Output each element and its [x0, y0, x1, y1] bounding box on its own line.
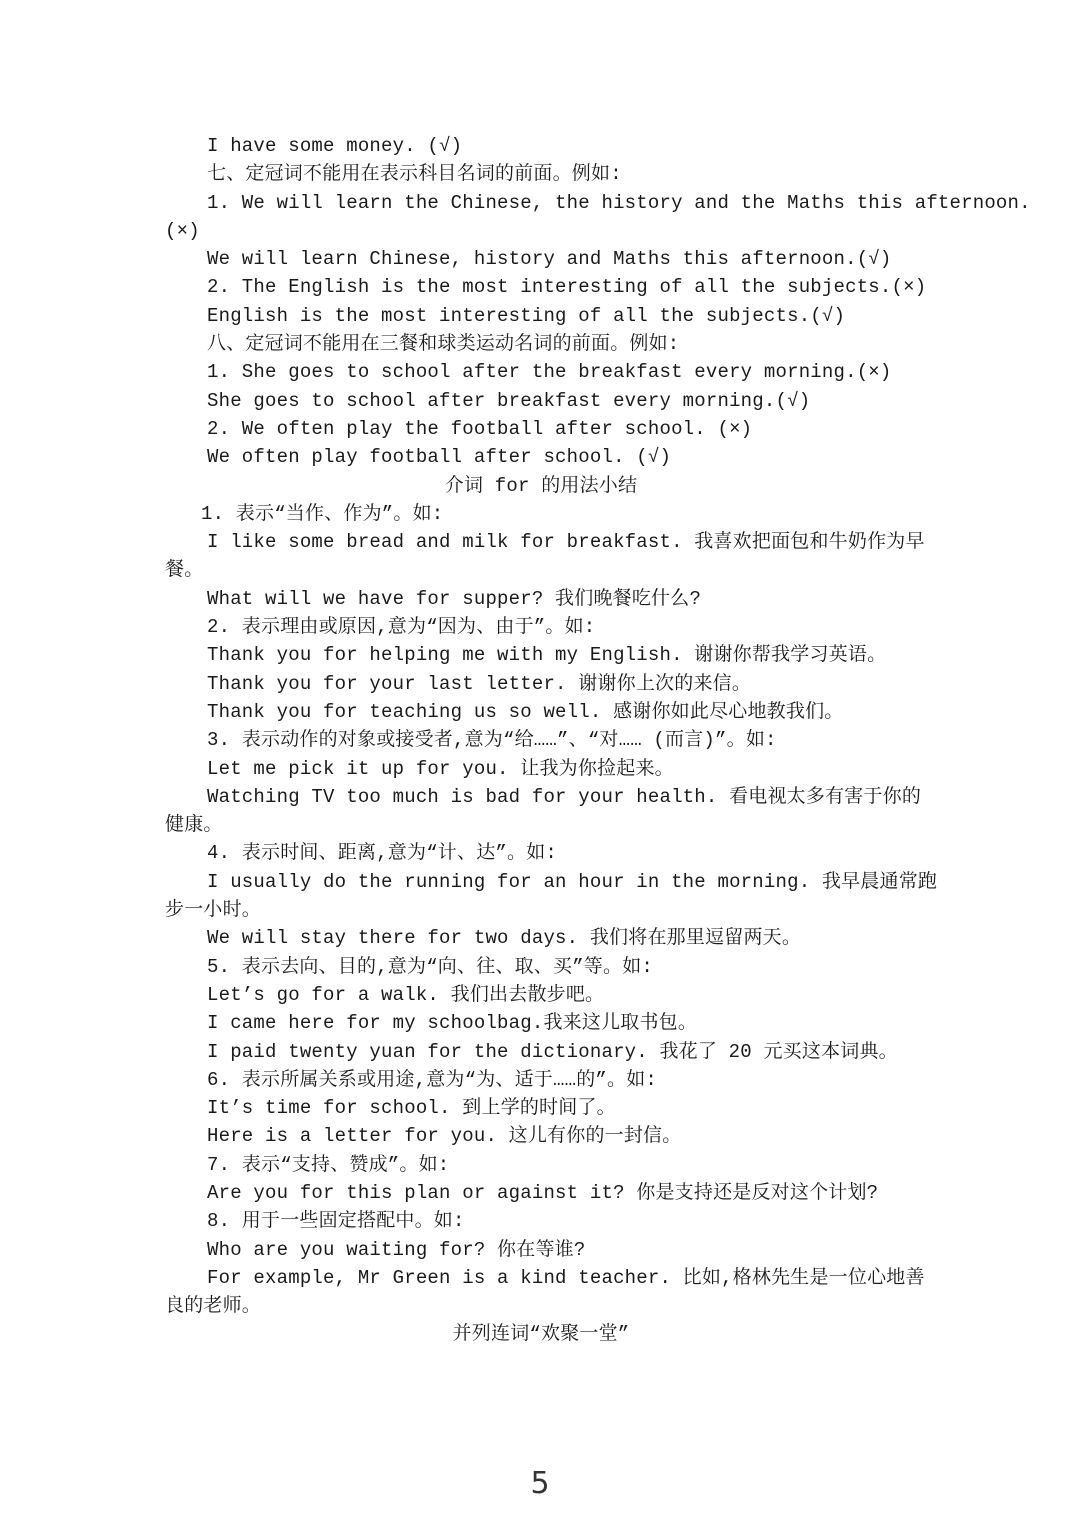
text-line: 良的老师。	[165, 1295, 262, 1318]
text-line: We will stay there for two days. 我们将在那里逗留两天。	[207, 927, 802, 950]
text-line: Are you for this plan or against it? 你是支持还是反对这个计划?	[207, 1181, 879, 1204]
text-line: Thank you for teaching us so well. 感谢你如此尽心地教我们。	[207, 700, 844, 723]
page-number: 5	[530, 1466, 550, 1501]
text-line: Who are you waiting for? 你在等谁?	[207, 1238, 586, 1261]
text-line: 1. We will learn the Chinese, the history and the Maths this afternoon.	[207, 191, 1031, 214]
text-line: Thank you for helping me with my English. 谢谢你帮我学习英语。	[207, 644, 887, 667]
text-line: 步一小时。	[165, 899, 262, 922]
section-heading-8: 八、定冠词不能用在三餐和球类运动名词的前面。例如:	[207, 333, 680, 356]
text-line: 3. 表示动作的对象或接受者,意为“给……”、“对…… (而言)”。如:	[207, 729, 777, 752]
text-line: 2. 表示理由或原因,意为“因为、由于”。如:	[207, 616, 596, 639]
text-line: I paid twenty yuan for the dictionary. 我花了 20 元买这本词典。	[207, 1040, 898, 1063]
text-line: Let me pick it up for you. 让我为你捡起来。	[207, 757, 674, 780]
text-line: I usually do the running for an hour in the morning. 我早晨通常跑	[207, 870, 938, 893]
text-line: It’s time for school. 到上学的时间了。	[207, 1097, 616, 1120]
section-title-conjunctions: 并列连词“欢聚一堂”	[452, 1323, 630, 1346]
section-title-for: 介词 for 的用法小结	[444, 474, 638, 497]
text-line: 健康。	[165, 814, 223, 837]
text-line: 8. 用于一些固定搭配中。如:	[207, 1210, 465, 1233]
text-line: 5. 表示去向、目的,意为“向、往、取、买”等。如:	[207, 955, 654, 978]
text-line: English is the most interesting of all the subjects.(√)	[207, 304, 846, 327]
text-line: 2. The English is the most interesting of all the subjects.(×)	[207, 276, 927, 299]
text-line: 2. We often play the football after school. (×)	[207, 417, 753, 440]
text-line: 6. 表示所属关系或用途,意为“为、适于……的”。如:	[207, 1068, 658, 1091]
text-line: Here is a letter for you. 这儿有你的一封信。	[207, 1125, 682, 1148]
text-line: I like some bread and milk for breakfast. 我喜欢把面包和牛奶作为早	[207, 531, 925, 554]
text-line: 1. 表示“当作、作为”。如:	[201, 502, 444, 525]
text-line: 餐。	[165, 559, 204, 582]
text-line: 7. 表示“支持、赞成”。如:	[207, 1153, 450, 1176]
text-line: Let’s go for a walk. 我们出去散步吧。	[207, 983, 605, 1006]
document-body	[165, 132, 1031, 1349]
text-line: For example, Mr Green is a kind teacher. 比如,格林先生是一位心地善	[207, 1266, 925, 1289]
text-line: She goes to school after breakfast every morning.(√)	[207, 389, 811, 412]
text-line: I came here for my schoolbag.我来这儿取书包。	[207, 1012, 698, 1035]
text-line: What will we have for supper? 我们晚餐吃什么?	[207, 587, 702, 610]
section-heading-7: 七、定冠词不能用在表示科目名词的前面。例如:	[207, 163, 622, 186]
text-line: We will learn Chinese, history and Maths this afternoon.(√)	[207, 248, 892, 271]
text-line: We often play football after school. (√)	[207, 446, 672, 469]
text-line: 4. 表示时间、距离,意为“计、达”。如:	[207, 842, 558, 865]
text-line: 1. She goes to school after the breakfast every morning.(×)	[207, 361, 892, 384]
text-line: (×)	[165, 219, 200, 242]
text-line: I have some money. (√)	[207, 135, 463, 157]
text-line: Watching TV too much is bad for your health. 看电视太多有害于你的	[207, 785, 922, 808]
text-line: Thank you for your last letter. 谢谢你上次的来信。	[207, 672, 752, 695]
